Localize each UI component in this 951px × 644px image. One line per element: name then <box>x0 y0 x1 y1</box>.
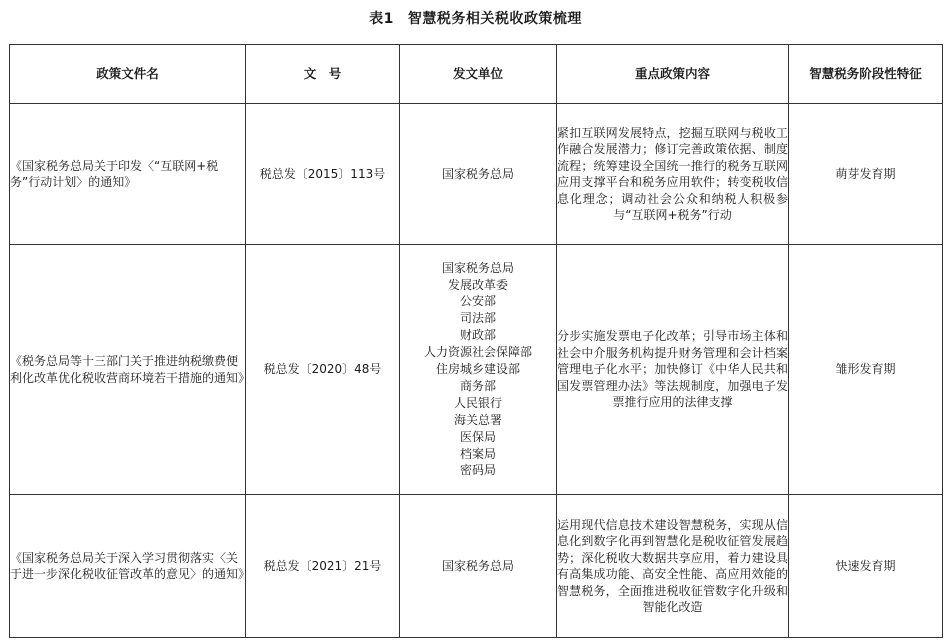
policy-name: 《国家税务总局关于深入学习贯彻落实〈关于进一步深化税收征管改革的意见〉的通知》 <box>10 550 251 581</box>
table-caption <box>0 8 951 28</box>
key-content-cell: 紧扣互联网发展特点，挖掘互联网与税收工作融合发展潜力；修订完善政策依据、制度流程；统筹建设全国统一推行的税务互联网应用支撑平台和税务应用软件；转变税收信息化理念；调动社会公众和纳税人积极参与“互联网+税务”行动 <box>557 104 789 245</box>
issuer-cell <box>400 245 557 495</box>
issuer-item: 档案局 <box>459 446 496 461</box>
issuer-cell <box>400 104 557 245</box>
issuer-item: 发展改革委 <box>447 277 508 292</box>
header-doc-number: 文 号 <box>246 45 400 104</box>
issuer-item: 司法部 <box>459 311 496 326</box>
issuer-item: 海关总署 <box>453 412 502 427</box>
issuer-item: 人力资源社会保障部 <box>423 345 532 360</box>
issuer-item: 国家税务总局 <box>441 166 514 181</box>
issuer-item: 国家税务总局 <box>441 260 514 275</box>
stage-cell: 萌芽发育期 <box>789 104 943 245</box>
doc-number-cell: 税总发〔2020〕48号 <box>246 245 400 495</box>
header-issuer: 发文单位 <box>400 45 557 104</box>
policy-table <box>9 44 943 638</box>
header-stage: 智慧税务阶段性特征 <box>789 45 943 104</box>
policy-name: 《税务总局等十三部门关于推进纳税缴费便利化改革优化税收营商环境若干措施的通知》 <box>10 354 251 385</box>
policy-name: 《国家税务总局关于印发〈“互联网+税务”行动计划〉的通知》 <box>10 158 219 189</box>
issuer-item: 医保局 <box>459 429 496 444</box>
table-title: 智慧税务相关税收政策梳理 <box>407 11 582 27</box>
issuer-item: 公安部 <box>459 294 496 309</box>
policy-name-cell <box>10 104 246 245</box>
stage-cell: 快速发育期 <box>789 495 943 638</box>
issuer-item: 人民银行 <box>453 395 502 410</box>
table-number: 表1 <box>369 11 394 27</box>
header-policy-name: 政策文件名 <box>10 45 246 104</box>
table-row <box>10 495 943 638</box>
table-row <box>10 104 943 245</box>
issuer-item: 商务部 <box>459 378 496 393</box>
issuer-item: 国家税务总局 <box>441 558 514 573</box>
header-row <box>10 45 943 104</box>
issuer-item: 密码局 <box>459 463 496 478</box>
issuer-item: 住房城乡建设部 <box>435 362 520 377</box>
issuer-item: 财政部 <box>459 328 496 343</box>
doc-number-cell: 税总发〔2015〕113号 <box>246 104 400 245</box>
doc-number-cell: 税总发〔2021〕21号 <box>246 495 400 638</box>
key-content-cell: 运用现代信息技术建设智慧税务，实现从信息化到数字化再到智慧化是税收征管发展趋势；深化税收大数据共享应用，着力建设具有高集成功能、高安全性能、高应用效能的智慧税务，全面推进税收征管数字化升级和智能化改造 <box>557 495 789 638</box>
issuer-cell <box>400 495 557 638</box>
stage-cell: 雏形发育期 <box>789 245 943 495</box>
key-content-cell: 分步实施发票电子化改革；引导市场主体和社会中介服务机构提升财务管理和会计档案管理电子化水平；加快修订《中华人民共和国发票管理办法》等法规制度，加强电子发票推行应用的法律支撑 <box>557 245 789 495</box>
policy-name-cell <box>10 495 251 638</box>
header-key-content: 重点政策内容 <box>557 45 789 104</box>
table-row <box>10 245 943 495</box>
policy-name-cell <box>10 245 251 495</box>
